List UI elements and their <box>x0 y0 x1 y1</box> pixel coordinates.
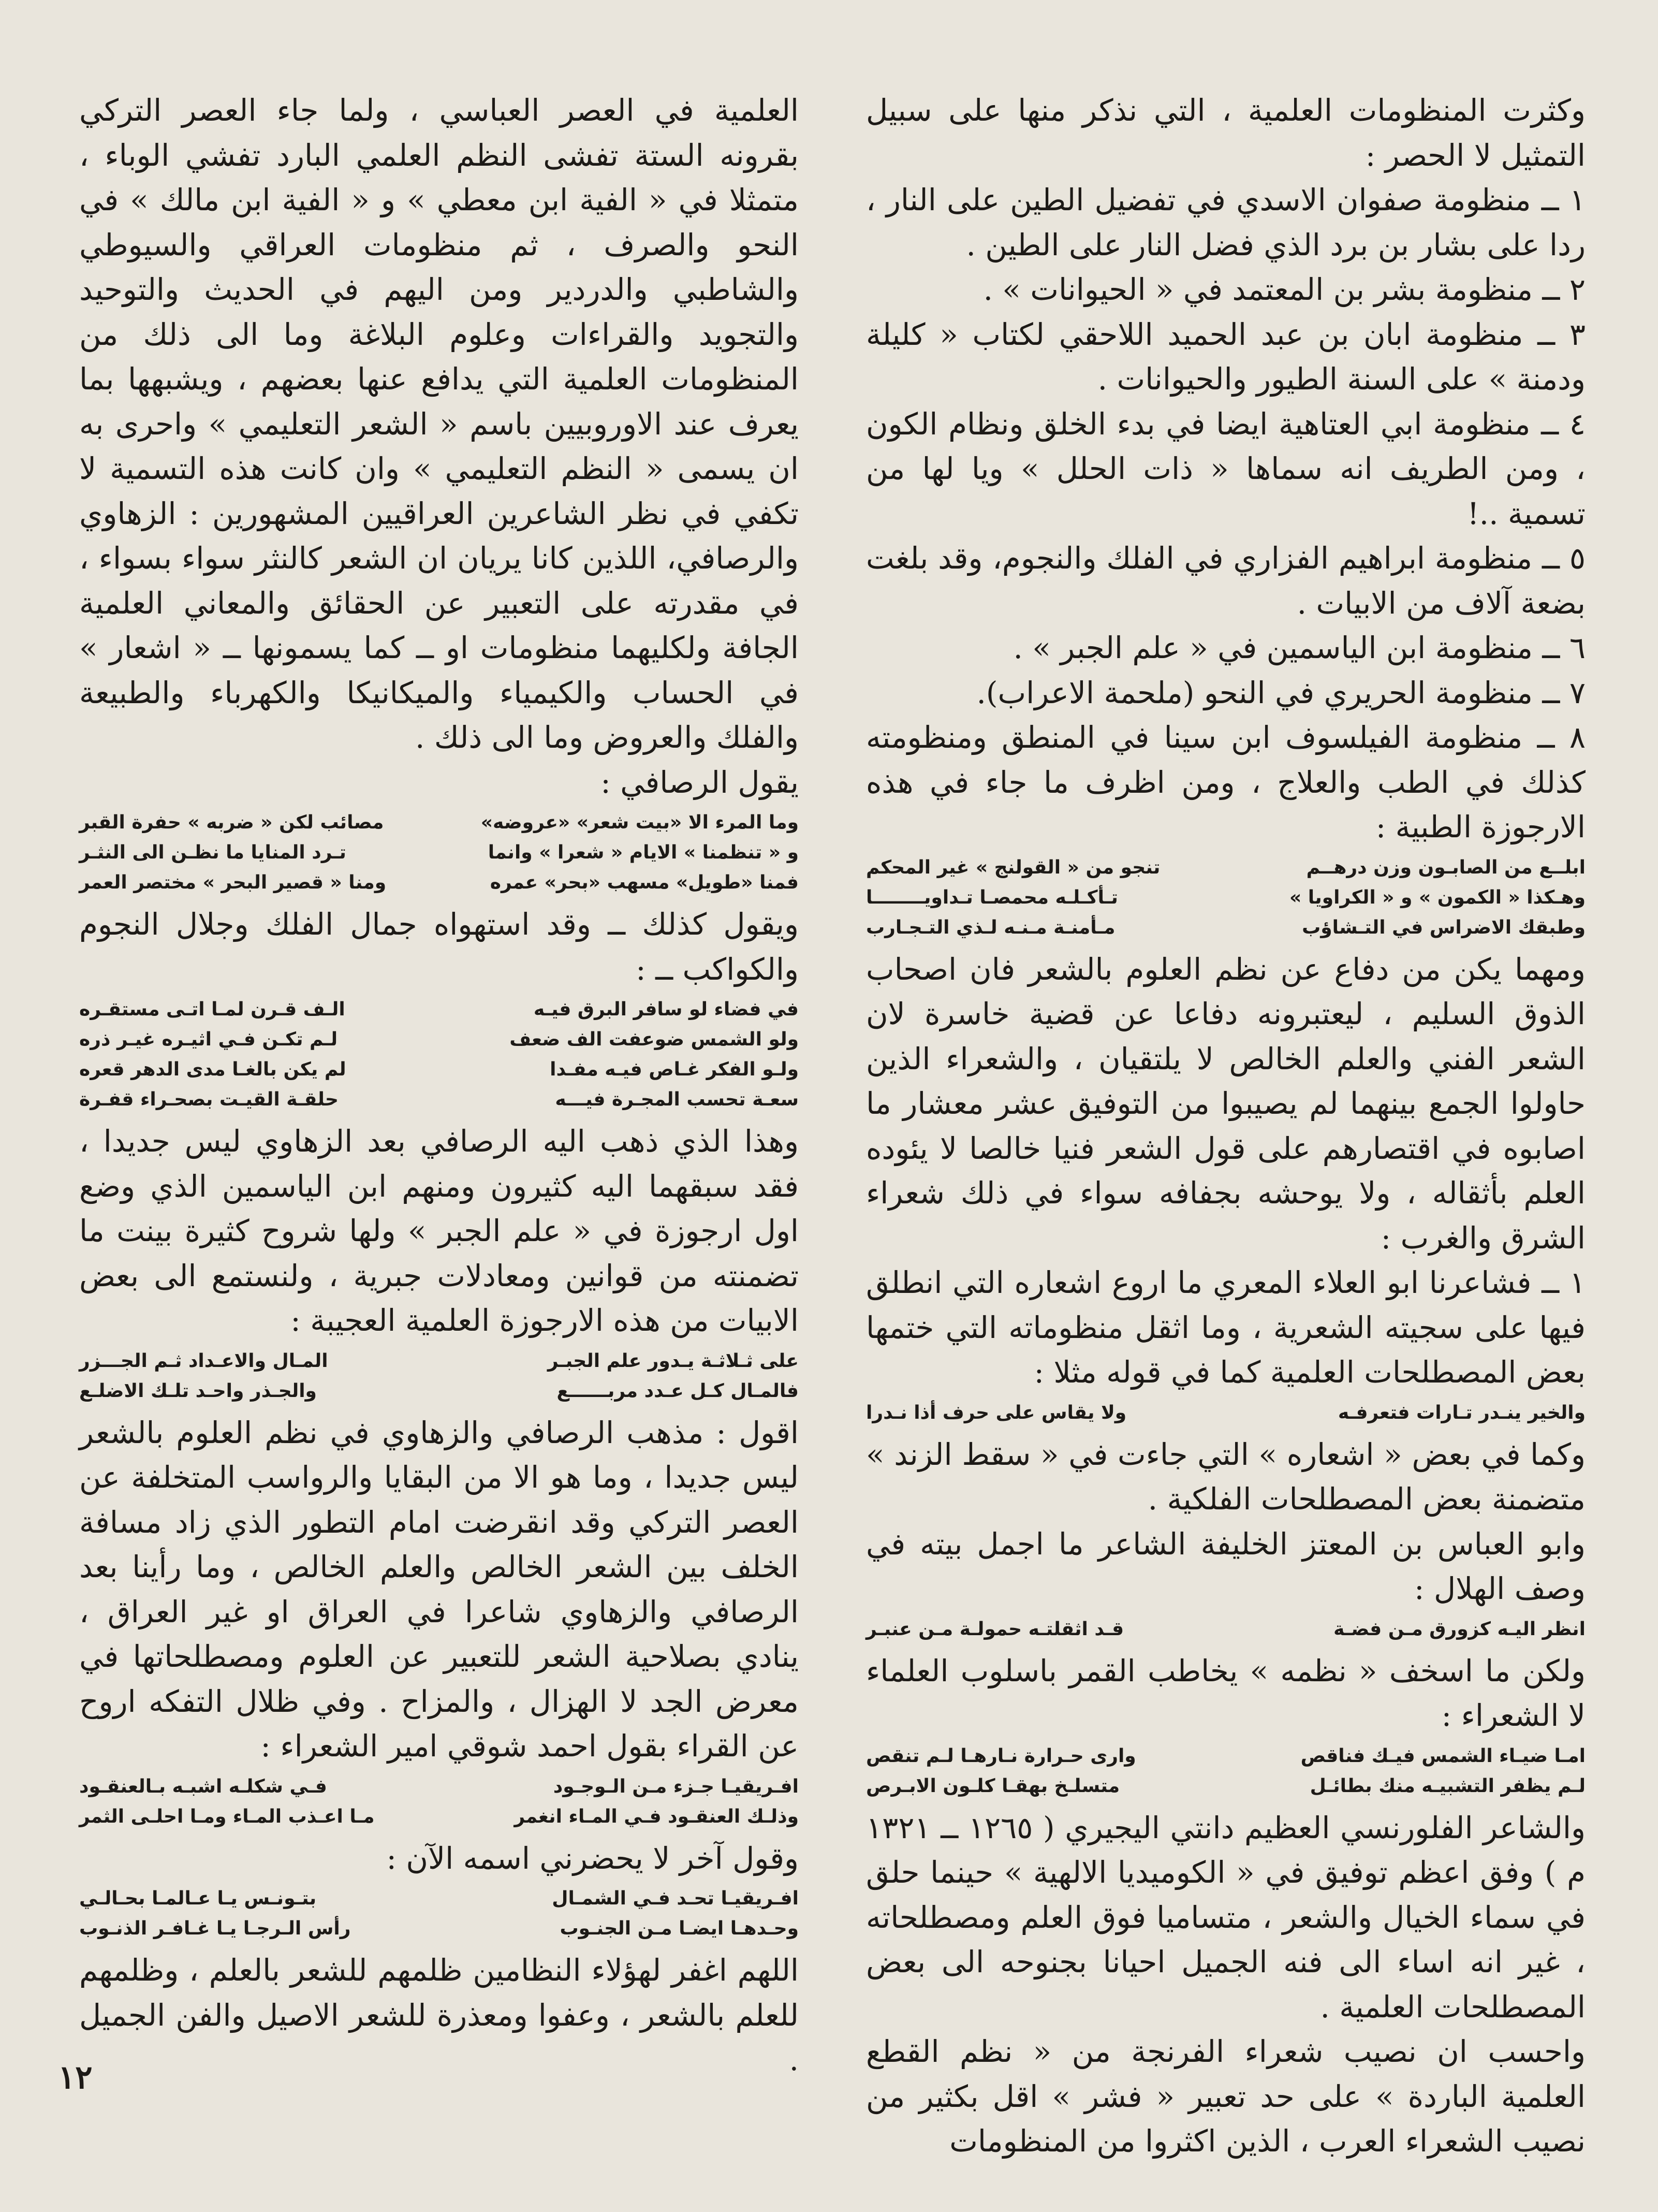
verse-first-hemistich: ولـو الفكر غـاص فيـه مفـدا <box>550 1059 799 1080</box>
verse-line <box>79 1025 799 1055</box>
verse-second-hemistich: تـأكـلـه محمصـا تـداويــــــــا <box>866 886 1118 908</box>
paragraph: ٥ ــ منظومة ابراهيم الفزاري في الفلك والنجوم، وقد بلغت بضعة آلاف من الابيات . <box>866 541 1586 621</box>
paragraph: وكثرت المنظومات العلمية ، التي نذكر منها على سبيل التمثيل لا الحصر : <box>866 93 1586 173</box>
verse-block <box>866 853 1586 943</box>
verse-second-hemistich: مصائب لكن « ضربه » حفرة القبر <box>79 812 384 833</box>
paragraph: ٢ ــ منظومة بشر بن المعتمد في « الحيوانات » . <box>983 272 1586 307</box>
verse-second-hemistich: متسلـخ بهقـا كلـون الابـرص <box>866 1775 1120 1797</box>
verse-block <box>866 1741 1586 1801</box>
verse-second-hemistich: مـأمنـة مـنـه لـذي التـجـارب <box>866 916 1116 938</box>
paragraph: والشاعر الفلورنسي العظيم دانتي اليجيري ( ١٢٦٥ ــ ١٣٢١ م ) وفق اعظم توفيق في « الكوميديا الالهية » حينما حلق في سماء الخيال والشعر ، متساميا فوق العلم ومصطلحاته ، غير انه اساء الى فنه الجميل احيانا بجنوحه الى بعض المصطلحات العلمية . <box>866 1810 1586 2025</box>
verse-first-hemistich: امـا ضيـاء الشمس فيـك فناقص <box>1300 1745 1586 1767</box>
verse-line <box>866 1741 1586 1771</box>
verse-first-hemistich: فالمـال كـل عـدد مربــــــع <box>556 1380 799 1402</box>
verse-line <box>79 1914 799 1944</box>
verse-first-hemistich: في فضاء لو سافر البرق فيـه <box>533 999 799 1020</box>
verse-first-hemistich: وذلـك العنقـود فـي المـاء انغمر <box>514 1806 799 1827</box>
verse-line <box>866 883 1586 913</box>
verse-line <box>866 853 1586 883</box>
paragraph: يقول الرصافي : <box>600 764 799 800</box>
verse-line <box>866 913 1586 943</box>
verse-first-hemistich: وحـدهـا ايضـا مـن الجنـوب <box>560 1918 799 1939</box>
verse-block <box>79 1884 799 1944</box>
verse-block <box>866 1398 1586 1428</box>
paragraph: وكما في بعض « اشعاره » التي جاءت في « سقط الزند » متضمنة بعض المصطلحات الفلكية . <box>866 1436 1586 1517</box>
paragraph: اللهم اغفر لهؤلاء النظامين ظلمهم للشعر بالعلم ، وظلمهم للعلم بالشعر ، وعفوا ومعذرة للشعر الاصيل والفن الجميل . <box>79 1953 799 2077</box>
verse-line <box>866 1614 1586 1645</box>
paragraph: وابو العباس بن المعتز الخليفة الشاعر ما اجمل بيته في وصف الهلال : <box>866 1526 1586 1606</box>
verse-first-hemistich: على ثـلاثـة يـدور علم الجبـر <box>547 1350 799 1372</box>
paragraph: ١ ــ منظومة صفوان الاسدي في تفضيل الطين على النار ، ردا على بشار بن برد الذي فضل النار على الطين . <box>866 182 1586 263</box>
verse-line <box>866 1398 1586 1428</box>
paragraph: ٦ ــ منظومة ابن الياسمين في « علم الجبر » . <box>1013 630 1586 665</box>
verse-first-hemistich: و « تنظمنا » الايام « شعرا » وانما <box>488 842 799 863</box>
verse-line <box>79 1376 799 1406</box>
paragraph: ١ ــ فشاعرنا ابو العلاء المعري ما اروع اشعاره التي انطلق فيها على سجيته الشعرية ، وما اثقل منظوماته التي ختمها بعض المصطلحات العلمية كما في قوله مثلا : <box>866 1265 1586 1390</box>
paragraph: وهذا الذي ذهب اليه الرصافي بعد الزهاوي ليس جديدا ، فقد سبقهما اليه كثيرون ومنهم ابن الياسمين الذي وضع اول ارجوزة في « علم الجبر » ولها شروح كثيرة بينت ما تضمنته من قوانين ومعادلات جبرية ، ولنستمع الى بعض الابيات من هذه الارجوزة العلمية العجيبة : <box>79 1124 799 1338</box>
verse-first-hemistich: وهـكذا « الكمون » و « الكراويا » <box>1289 886 1586 908</box>
verse-line <box>79 1802 799 1832</box>
verse-line <box>79 808 799 838</box>
verse-second-hemistich: تـرد المنايا ما نظـن الى النثـر <box>79 842 346 863</box>
verse-line <box>79 868 799 898</box>
verse-first-hemistich: ولو الشمس ضوعفت الف ضعف <box>509 1029 799 1050</box>
verse-second-hemistich: وارى حـرارة نـارهـا لـم تنقص <box>866 1745 1136 1767</box>
verse-first-hemistich: والخير ينـدر تـارات فتعرفـه <box>1338 1402 1586 1423</box>
verse-line <box>79 1772 799 1802</box>
paragraph: ويقول كذلك ــ وقد استهواه جمال الفلك وجلال النجوم والكواكب ــ : <box>79 907 799 987</box>
paragraph: ومهما يكن من دفاع عن نظم العلوم بالشعر فان اصحاب الذوق السليم ، ليعتبرونه دفاعا عن قضية خاسرة لان الشعر الفني والعلم الخالص لا يلتقيان ، والشعراء الذين حاولوا الجمع بينهما لم يصيبوا من التوفيق عشر معشار ما اصابوه في اقتصارهم على قول الشعر فنيا خالصا لا يئوده العلم بأثقاله ، ولا يوحشه بجفافه سواء في ذلك شعراء الشرق والغرب : <box>866 951 1586 1256</box>
verse-second-hemistich: والجـذر واحـد تلـك الاضلـع <box>79 1380 317 1402</box>
verse-second-hemistich: المـال والاعـداد ثـم الجـــزر <box>79 1350 328 1372</box>
paragraph: ولكن ما اسخف « نظمه » يخاطب القمر باسلوب العلماء لا الشعراء : <box>866 1653 1586 1733</box>
left-column <box>79 88 799 2083</box>
verse-block <box>79 1346 799 1406</box>
verse-first-hemistich: وطبقك الاضراس في التـشاؤب <box>1302 916 1586 938</box>
paragraph: ٣ ــ منظومة ابان بن عبد الحميد اللاحقي لكتاب « كليلة ودمنة » على السنة الطيور والحيوانات . <box>866 316 1586 397</box>
verse-second-hemistich: لـم تكـن فـي اثيـره غيـر ذره <box>79 1029 338 1050</box>
verse-line <box>79 1085 799 1115</box>
verse-second-hemistich: رأس الـرجـا يـا غـافـر الذنـوب <box>79 1918 351 1939</box>
verse-second-hemistich: ولا يقاس على حرف أذا نـدرا <box>866 1402 1127 1423</box>
paragraph: ٧ ــ منظومة الحريري في النحو (ملحمة الاعراب). <box>976 675 1586 710</box>
verse-second-hemistich: تنجو من « القولنج » غير المحكم <box>866 856 1161 878</box>
verse-second-hemistich: قـد اثقلتـه حمولـة مـن عنبـر <box>866 1618 1124 1640</box>
paragraph: ٤ ــ منظومة ابي العتاهية ايضا في بدء الخلق ونظام الكون ، ومن الطريف انه سماها « ذات الحلل » ويا لها من تسمية ..! <box>866 406 1586 531</box>
right-column <box>866 88 1586 2164</box>
verse-first-hemistich: وما المرء الا «بيت شعر» «عروضه» <box>480 812 799 833</box>
verse-second-hemistich: مـا اعـذب المـاء ومـا احلـى الثمر <box>79 1806 375 1827</box>
verse-first-hemistich: ابلــع من الصابـون وزن درهــم <box>1306 856 1586 878</box>
verse-block <box>866 1614 1586 1645</box>
verse-line <box>79 1055 799 1085</box>
verse-second-hemistich: لم يكن بالغـا مدى الدهر قعره <box>79 1059 346 1080</box>
page-number: ١٢ <box>58 2058 93 2096</box>
verse-second-hemistich: فـي شكلـه اشبـه بـالعنقـود <box>79 1776 327 1797</box>
verse-second-hemistich: الـف قـرن لمـا اتـى مستقـره <box>79 999 345 1020</box>
paragraph: اقول : مذهب الرصافي والزهاوي في نظم العلوم بالشعر ليس جديدا ، وما هو الا من البقايا والرواسب المتخلفة عن العصر التركي وقد انقرضت امام التطور الذي زاد مسافة الخلف بين الشعر الخالص والعلم الخالص ، وما رأينا بعد الرصافي والزهاوي شاعرا في العراق او غير العراق ، ينادي بصلاحية الشعر للتعبير عن العلوم ومصطلحاتها في معرض الجد لا الهزال ، والمزاح . وفي ظلال التفكه اروح عن القراء بقول احمد شوقي امير الشعراء : <box>79 1415 799 1764</box>
verse-second-hemistich: حلقـة القيـت بصحـراء قفـرة <box>79 1089 339 1110</box>
verse-first-hemistich: افـريقيـا تحـد فـي الشمـال <box>552 1888 799 1909</box>
paragraph: ٨ ــ منظومة الفيلسوف ابن سينا في المنطق ومنظومته كذلك في الطب والعلاج ، ومن اظرف ما جاء في هذه الارجوزة الطبية : <box>866 720 1586 845</box>
paragraph: واحسب ان نصيب شعراء الفرنجة من « نظم القطع العلمية الباردة » على حد تعبير « فشر » اقل بكثير من نصيب الشعراء العرب ، الذين اكثروا من المنظومات <box>866 2034 1586 2159</box>
verse-line <box>79 995 799 1025</box>
verse-line <box>79 1346 799 1376</box>
verse-first-hemistich: افـريقيـا جـزء مـن الـوجـود <box>553 1776 799 1797</box>
verse-first-hemistich: انظر اليـه كزورق مـن فضـة <box>1333 1618 1586 1640</box>
verse-second-hemistich: بتـونـس يـا عـالمـا بحـالـي <box>79 1888 317 1909</box>
verse-second-hemistich: ومنا « قصير البحر » مختصر العمر <box>79 872 387 893</box>
verse-line <box>79 838 799 868</box>
verse-line <box>79 1884 799 1914</box>
verse-first-hemistich: فمنا «طويل» مسهب «بحر» عمره <box>490 872 799 893</box>
verse-block <box>79 808 799 898</box>
verse-block <box>79 1772 799 1832</box>
paragraph: وقول آخر لا يحضرني اسمه الآن : <box>386 1840 799 1876</box>
paragraph: العلمية في العصر العباسي ، ولما جاء العصر التركي بقرونه الستة تفشى النظم العلمي البارد تفشي الوباء ، متمثلا في « الفية ابن معطي » و « الفية ابن مالك » في النحو والصرف ، ثم منظومات العراقي والسيوطي والشاطبي والدردير ومن اليهم في الحديث والتوحيد والتجويد والقراءات وعلوم البلاغة وما الى ذلك من المنظومات العلمية التي يدافع عنها بعضهم ، ويشبهها بما يعرف عند الاوروبيين باسم « الشعر التعليمي » واحرى به ان يسمى « النظم التعليمي » وان كانت هذه التسمية لا تكفي في نظر الشاعرين العراقيين المشهورين : الزهاوي والرصافي، اللذين كانا يريان ان الشعر كالنثر سواء بسواء ، في مقدرته على التعبير عن الحقائق والمعاني العلمية الجافة ولكليهما منظومات او ــ كما يسمونها ــ « اشعار » في الحساب والكيمياء والميكانيكا والكهرباء والطبيعة والفلك والعروض وما الى ذلك . <box>79 93 799 755</box>
verse-block <box>79 995 799 1115</box>
verse-first-hemistich: لـم يظفر التشبيـه منك بطائـل <box>1310 1775 1586 1797</box>
verse-first-hemistich: سعـة تحسب المجـرة فيـــه <box>555 1089 799 1110</box>
verse-line <box>866 1771 1586 1801</box>
